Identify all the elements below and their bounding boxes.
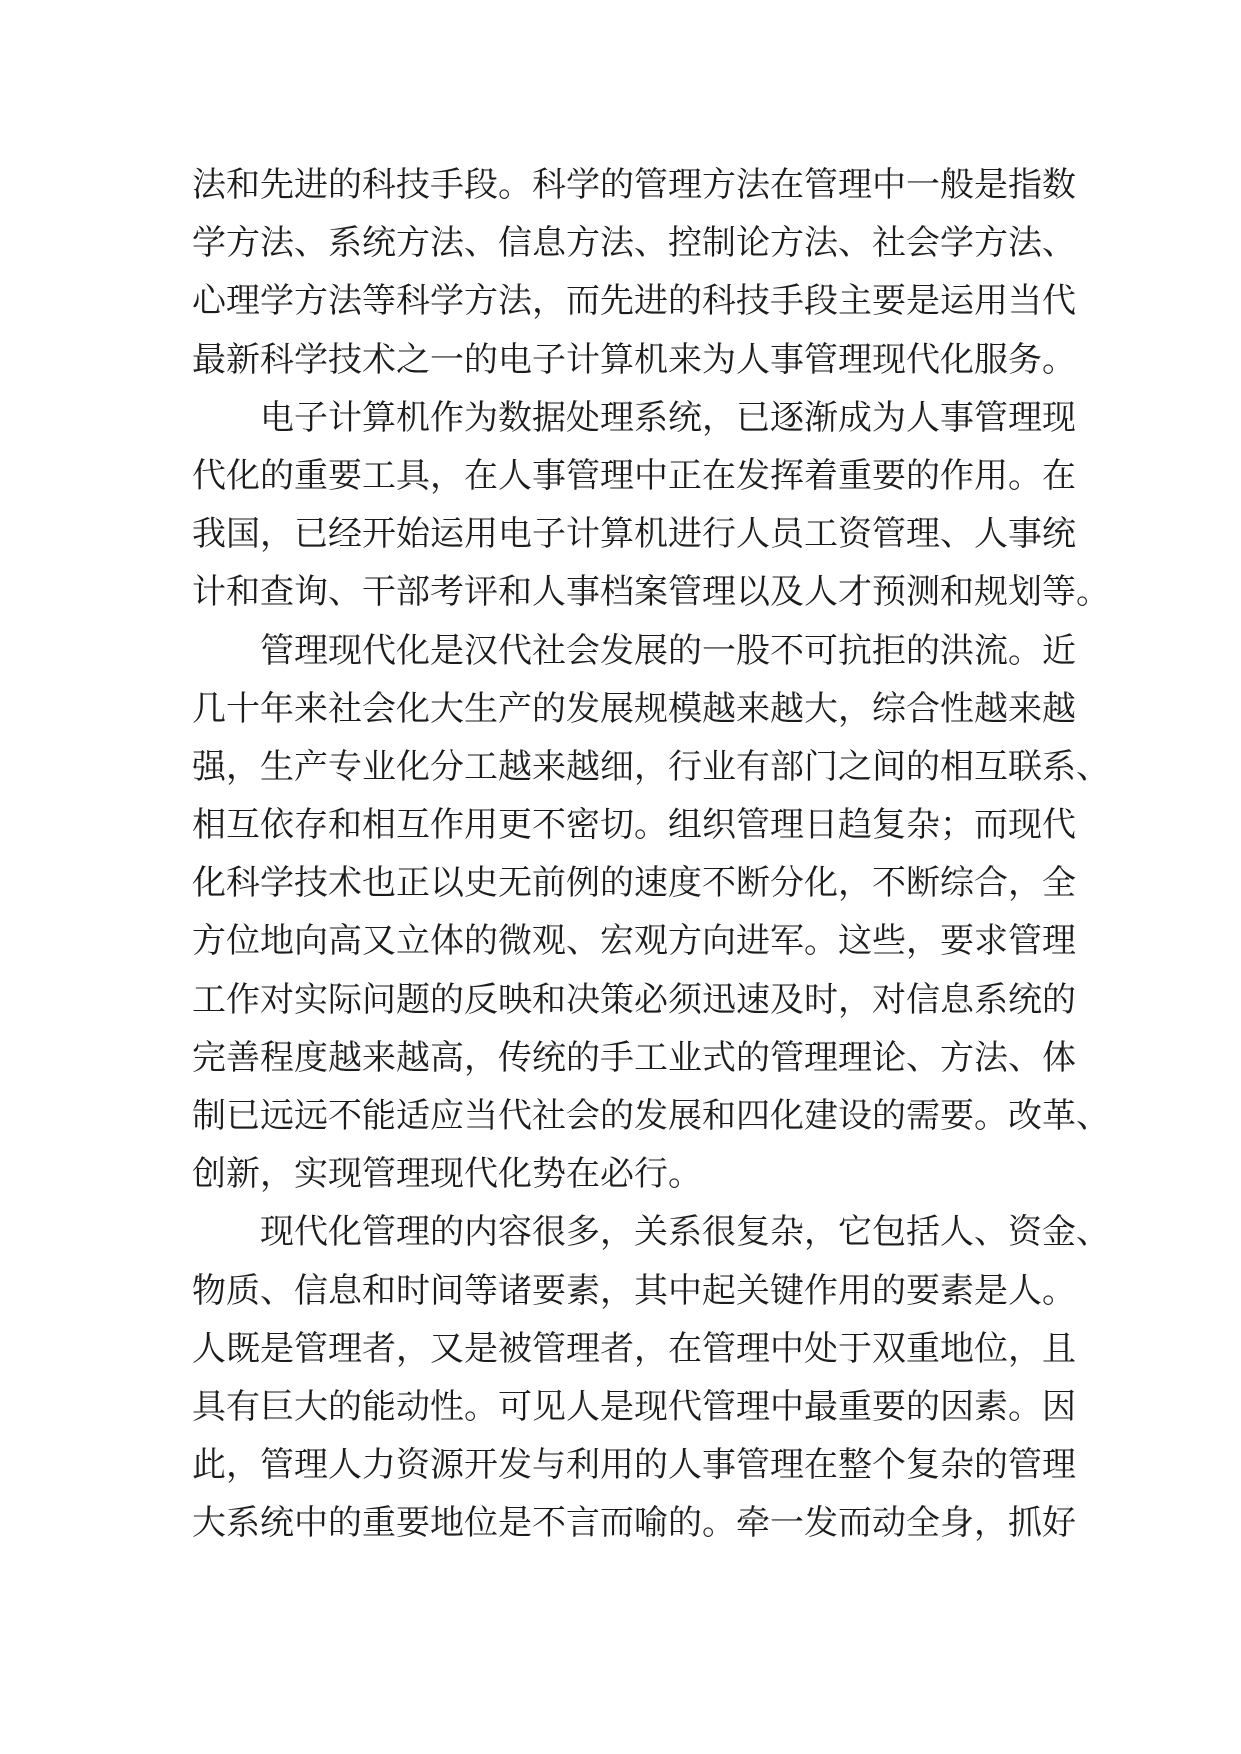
text-line: 心理学方法等科学方法，而先进的科技手段主要是运用当代 — [192, 281, 1076, 322]
text-line: 人既是管理者，又是被管理者，在管理中处于双重地位，且 — [192, 1328, 1076, 1369]
text-line: 物质、信息和时间等诸要素，其中起关键作用的要素是人。 — [192, 1270, 1076, 1311]
text-line: 此，管理人力资源开发与利用的人事管理在整个复杂的管理 — [192, 1445, 1076, 1486]
text-line: 相互依存和相互作用更不密切。组织管理日趋复杂；而现代 — [192, 805, 1076, 846]
text-line: 化科学技术也正以史无前例的速度不断分化，不断综合，全 — [192, 863, 1076, 904]
text-line: 创新，实现管理现代化势在必行。 — [192, 1154, 702, 1195]
text-line: 我国，已经开始运用电子计算机进行人员工资管理、人事统 — [192, 514, 1076, 555]
text-line: 完善程度越来越高，传统的手工业式的管理理论、方法、体 — [192, 1037, 1076, 1078]
text-line: 方位地向高又立体的微观、宏观方向进军。这些，要求管理 — [192, 921, 1076, 962]
paragraph — [192, 389, 1110, 622]
text-line: 几十年来社会化大生产的发展规模越来越大，综合性越来越 — [192, 688, 1076, 729]
paragraph — [192, 622, 1110, 1204]
text-line: 电子计算机作为数据处理系统，已逐渐成为人事管理现 — [260, 397, 1076, 438]
document-body — [192, 156, 1110, 1553]
text-line: 工作对实际问题的反映和决策必须迅速及时，对信息系统的 — [192, 979, 1076, 1020]
text-line: 制已远远不能适应当代社会的发展和四化建设的需要。改革、 — [192, 1096, 1110, 1136]
text-line: 具有巨大的能动性。可见人是现代管理中最重要的因素。因 — [192, 1386, 1076, 1427]
text-line: 计和查询、干部考评和人事档案管理以及人才预测和规划等。 — [192, 572, 1110, 613]
text-line: 法和先进的科技手段。科学的管理方法在管理中一般是指数 — [192, 165, 1076, 205]
text-line: 代化的重要工具，在人事管理中正在发挥着重要的作用。在 — [192, 455, 1076, 496]
text-line: 最新科学技术之一的电子计算机来为人事管理现代化服务。 — [192, 339, 1076, 380]
text-line: 学方法、系统方法、信息方法、控制论方法、社会学方法、 — [192, 223, 1076, 264]
text-line: 强，生产专业化分工越来越细，行业有部门之间的相互联系、 — [192, 746, 1110, 787]
paragraph — [192, 156, 1076, 389]
text-line: 现代化管理的内容很多，关系很复杂，它包括人、资金、 — [260, 1212, 1110, 1253]
text-line: 大系统中的重要地位是不言而喻的。牵一发而动全身，抓好 — [192, 1503, 1076, 1544]
paragraph — [192, 1203, 1110, 1552]
text-line: 管理现代化是汉代社会发展的一股不可抗拒的洪流。近 — [260, 630, 1076, 671]
